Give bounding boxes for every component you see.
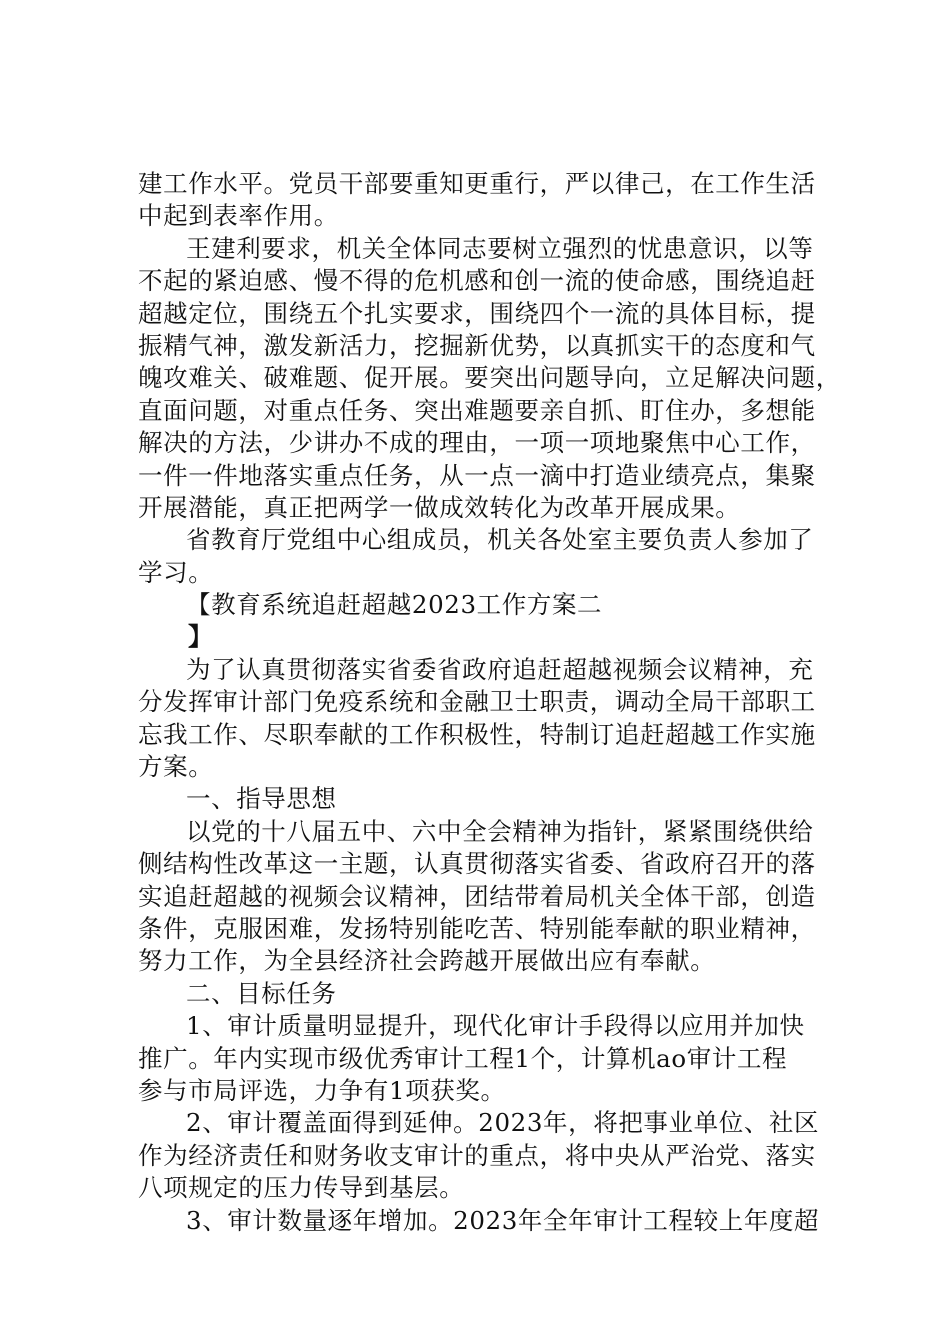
heading-guiding-thought: 一、指导思想 bbox=[186, 784, 337, 814]
paragraph-line: 侧结构性改革这一主题，认真贯彻落实省委、省政府召开的落 bbox=[138, 849, 816, 879]
paragraph-line: 忘我工作、尽职奉献的工作积极性，特制订追赶超越工作实施 bbox=[138, 719, 816, 749]
paragraph-line: 魄攻难关、破难题、促开展。要突出问题导向，立足解决问题， bbox=[138, 363, 841, 393]
paragraph-line: 八项规定的压力传导到基层。 bbox=[138, 1173, 465, 1203]
paragraph-line: 参与市局评选，力争有1项获奖。 bbox=[138, 1075, 506, 1105]
paragraph-line: 2、审计覆盖面得到延伸。2023年，将把事业单位、社区 bbox=[186, 1108, 820, 1138]
paragraph-line: 学习。 bbox=[138, 557, 214, 587]
paragraph-line: 直面问题，对重点任务、突出难题要亲自抓、盯住办，多想能 bbox=[138, 395, 816, 425]
paragraph-line: 王建利要求，机关全体同志要树立强烈的忧患意识，以等 bbox=[186, 233, 814, 263]
paragraph-line: 建工作水平。党员干部要重知更重行，严以律己，在工作生活 bbox=[138, 169, 816, 198]
paragraph-line: 分发挥审计部门免疫系统和金融卫士职责，调动全局干部职工 bbox=[138, 687, 816, 717]
paragraph-line: 一件一件地落实重点任务，从一点一滴中打造业绩亮点，集聚 bbox=[138, 460, 816, 490]
paragraph-line: 实追赶超越的视频会议精神，团结带着局机关全体干部，创造 bbox=[138, 881, 816, 911]
heading-target-tasks: 二、目标任务 bbox=[186, 978, 337, 1008]
paragraph-line: 中起到表率作用。 bbox=[138, 201, 339, 231]
paragraph-line: 努力工作，为全县经济社会跨越开展做出应有奉献。 bbox=[138, 946, 716, 976]
paragraph-line: 方案。 bbox=[138, 752, 214, 782]
section-title: 【教育系统追赶超越2023工作方案二 bbox=[186, 590, 603, 620]
paragraph-line: 3、审计数量逐年增加。2023年全年审计工程较上年度超 bbox=[186, 1205, 820, 1235]
paragraph-line: 超越定位，围绕五个扎实要求，围绕四个一流的具体目标，提 bbox=[138, 298, 816, 328]
paragraph-line: 不起的紧迫感、慢不得的危机感和创一流的使命感，围绕追赶 bbox=[138, 266, 816, 296]
paragraph-line: 省教育厅党组中心组成员，机关各处室主要负责人参加了 bbox=[186, 525, 814, 555]
paragraph-line: 振精气神，激发新活力，挖掘新优势，以真抓实干的态度和气 bbox=[138, 330, 816, 360]
document-page bbox=[138, 168, 840, 1237]
paragraph-line: 开展潜能，真正把两学一做成效转化为改革开展成果。 bbox=[138, 492, 741, 522]
section-title-bracket: 】 bbox=[188, 622, 214, 652]
paragraph-line: 解决的方法，少讲办不成的理由，一项一项地聚焦中心工作， bbox=[138, 428, 816, 458]
paragraph-line: 以党的十八届五中、六中全会精神为指针，紧紧围绕供给 bbox=[186, 816, 814, 846]
paragraph-line: 1、审计质量明显提升，现代化审计手段得以应用并加快 bbox=[186, 1011, 805, 1041]
paragraph-line: 作为经济责任和财务收支审计的重点，将中央从严治党、落实 bbox=[138, 1140, 816, 1170]
paragraph-line: 推广。年内实现市级优秀审计工程1个，计算机ao审计工程 bbox=[138, 1043, 788, 1073]
paragraph-line: 条件，克服困难，发扬特别能吃苦、特别能奉献的职业精神， bbox=[138, 913, 816, 943]
paragraph-line: 为了认真贯彻落实省委省政府追赶超越视频会议精神，充 bbox=[186, 654, 814, 684]
